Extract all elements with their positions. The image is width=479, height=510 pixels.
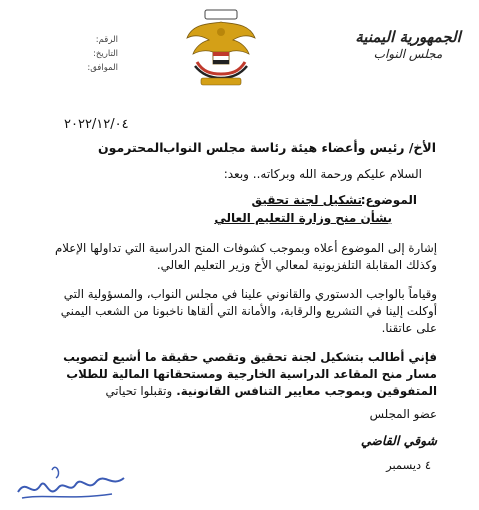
addressee: الأخ/ رئيس وأعضاء هيئة رئاسة مجلس النواب [162, 140, 436, 155]
letter-date: ٢٠٢٢/١٢/٠٤ [64, 117, 129, 132]
sign-date: ٤ ديسمبر [386, 458, 431, 472]
handwritten-signature-icon [12, 448, 132, 506]
corresponding-label: الموافق: [87, 63, 118, 73]
ref-label: الرقم: [95, 35, 118, 45]
subject-line-2: بشأن منح وزارة التعليم العالي [214, 211, 392, 225]
letterhead-fields [78, 33, 118, 75]
body-paragraph-3 [42, 349, 437, 400]
body-paragraph-2: وقياماً بالواجب الدستوري والقانوني علينا في مجلس النواب، والمسؤولية التي أوكلت إلينا في التشريع والرقابة، والأمانة التي ألقاها ناخبونا من الشعب اليمني على عاتقنا. [60, 287, 437, 335]
org-name: الجمهورية اليمنية [355, 28, 461, 46]
honorific: المحترمون [98, 140, 164, 155]
signer-role: عضو المجلس [369, 407, 437, 421]
request-text: فإني أطالب بتشكيل لجنة تحقيق وتقصي حقيقة ما أشيع لتصويب مسار منح المقاعد الدراسية الخارجية ومستحقاتها المالية للطلاب المتفوقين وبموجب معايير التنافس القانونية. [63, 350, 437, 398]
eagle-emblem-icon [183, 8, 259, 90]
letterhead-org [353, 28, 463, 62]
body-paragraph-1: إشارة إلى الموضوع أعلاه وبموجب كشوفات المنح الدراسية التي تداولها الإعلام وكذلك المقابلة التلفزيونية لمعالي الأخ وزير التعليم العالي. [54, 241, 437, 272]
org-subname: مجلس النواب [373, 47, 443, 61]
subject-line-1: تشكيل لجنة تحقيق [251, 193, 362, 207]
subject-label: الموضوع: [360, 193, 417, 207]
greeting: السلام عليكم ورحمة الله وبركاته.. وبعد: [223, 167, 422, 181]
date-label: التاريخ: [93, 49, 118, 59]
signer-name: شوقي القاضي [360, 433, 437, 448]
closing-text: وتقبلوا تحياتي [105, 384, 173, 398]
